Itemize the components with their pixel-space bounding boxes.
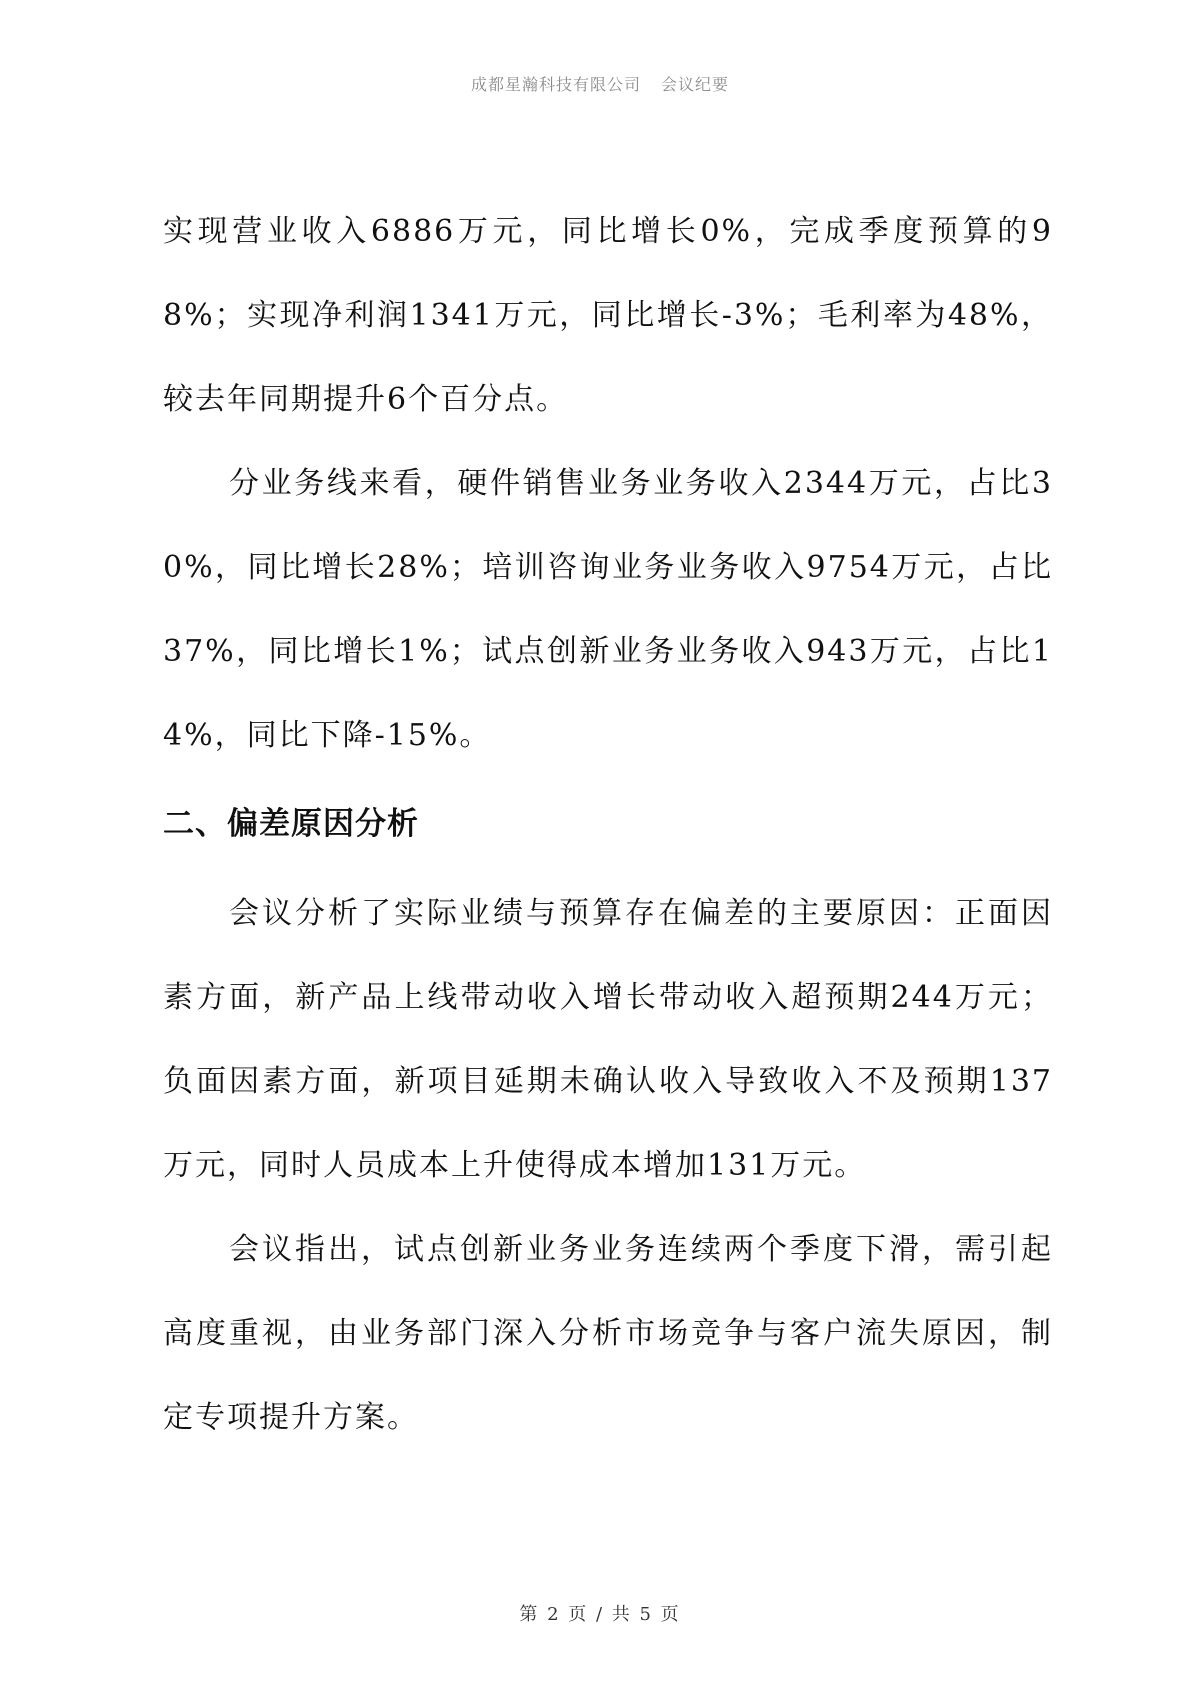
- paragraph-deviation-causes: 会议分析了实际业绩与预算存在偏差的主要原因：正面因素方面，新产品上线带动收入增长带动收入超预期244万元；负面因素方面，新项目延期未确认收入导致收入不及预期137万元，同时人员成本上升使得成本增加131万元。: [163, 896, 1053, 1183]
- page-number: 第 2 页 / 共 5 页: [519, 1604, 681, 1625]
- running-header: [0, 72, 1200, 95]
- header-company: 成都星瀚科技有限公司: [470, 75, 641, 94]
- header-doc-type: 会议纪要: [661, 75, 730, 94]
- paragraph-meeting-directive: 会议指出，试点创新业务业务连续两个季度下滑，需引起高度重视，由业务部门深入分析市场竞争与客户流失原因，制定专项提升方案。: [163, 1232, 1053, 1435]
- paragraph-financial-summary: 实现营业收入6886万元，同比增长0%，完成季度预算的98%；实现净利润1341万元，同比增长-3%；毛利率为48%，较去年同期提升6个百分点。: [163, 214, 1053, 417]
- document-body: [163, 190, 1053, 1460]
- paragraph-business-lines: 分业务线来看，硬件销售业务业务收入2344万元，占比30%，同比增长28%；培训咨询业务业务收入9754万元，占比37%，同比增长1%；试点创新业务业务收入943万元，占比14%，同比下降-15%。: [163, 466, 1053, 753]
- section-heading-deviation-analysis: 二、偏差原因分析: [163, 806, 419, 842]
